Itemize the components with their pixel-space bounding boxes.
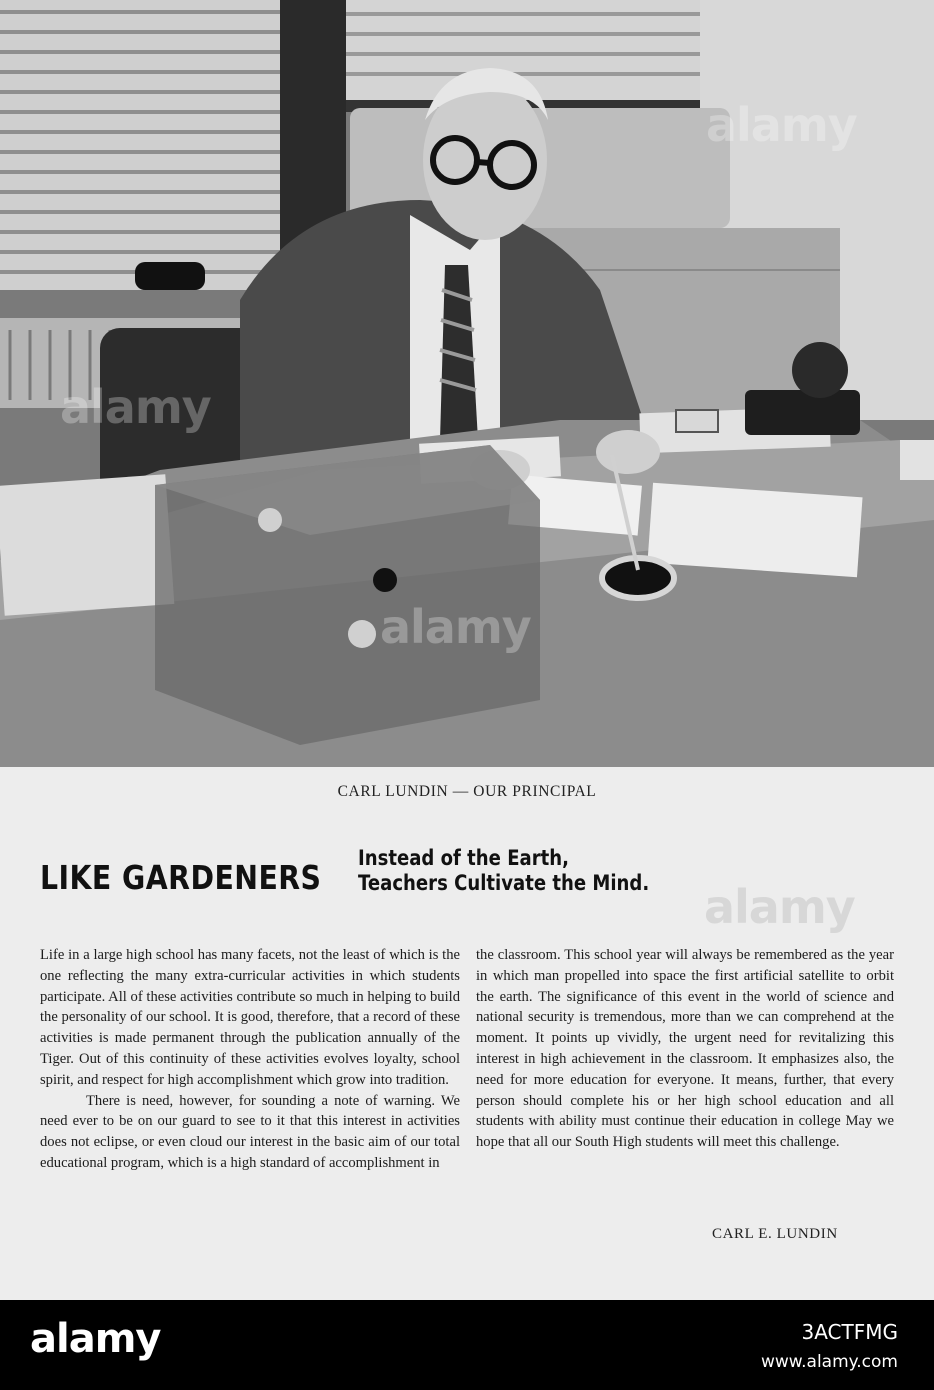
subhead (358, 846, 649, 896)
paragraph-3: the classroom. This school year will always be remembered as the year in which man propelled into space the first artificial satellite to orbit the earth. The significance of this event in the world of science and national security is tremendous, more than we can comprehend at the moment. It points up vividly, the urgent need for revitalizing this interest in high achievement in the classroom. It emphasizes also, the need for more education for everyone. It means, further, that every person should complete his or her high school education and all students with ability must continue their education in college May we hope that all our South High students will meet this challenge. (476, 947, 894, 1151)
footer-url: www.alamy.com (760, 1352, 898, 1372)
article-right-column (476, 945, 894, 1153)
headline: LIKE GARDENERS (40, 858, 322, 897)
telephone (745, 390, 860, 435)
alamy-logo: alamy (30, 1316, 161, 1362)
watermark-text-area: alamy (704, 880, 855, 934)
footer-bar (0, 1300, 934, 1390)
image-code: 3ACTFMG (801, 1320, 898, 1344)
watermark-center: alamy (380, 600, 531, 654)
paragraph-1: Life in a large high school has many facets, not the least of which is the one reflecting the many extra-curricular activities in which students participate. All of these activities contribute so much in helping to build the personality of our school. It is good, therefore, that a record of these activities is made permanent through the publication annually of the Tiger. Out of this continuity of these activities evolves loyalty, school spirit, and respect for high accomplishment which grow into tradition. (40, 947, 460, 1088)
subhead-line-2: Teachers Cultivate the Mind. (358, 871, 650, 895)
watermark-top-right: alamy (706, 98, 857, 152)
article-left-column (40, 945, 460, 1174)
paragraph-2: There is need, however, for sounding a note of warning. We need ever to be on our guard to see to it that this interest in activities does not eclipse, or even cloud our interest in the basic aim of our total educational program, which is a high standard of accomplishment in (40, 1092, 460, 1171)
subhead-line-1: Instead of the Earth, (358, 846, 569, 870)
photo-caption: CARL LUNDIN — OUR PRINCIPAL (337, 783, 597, 800)
signature: CARL E. LUNDIN (712, 1226, 838, 1242)
watermark-left: alamy (60, 380, 211, 434)
